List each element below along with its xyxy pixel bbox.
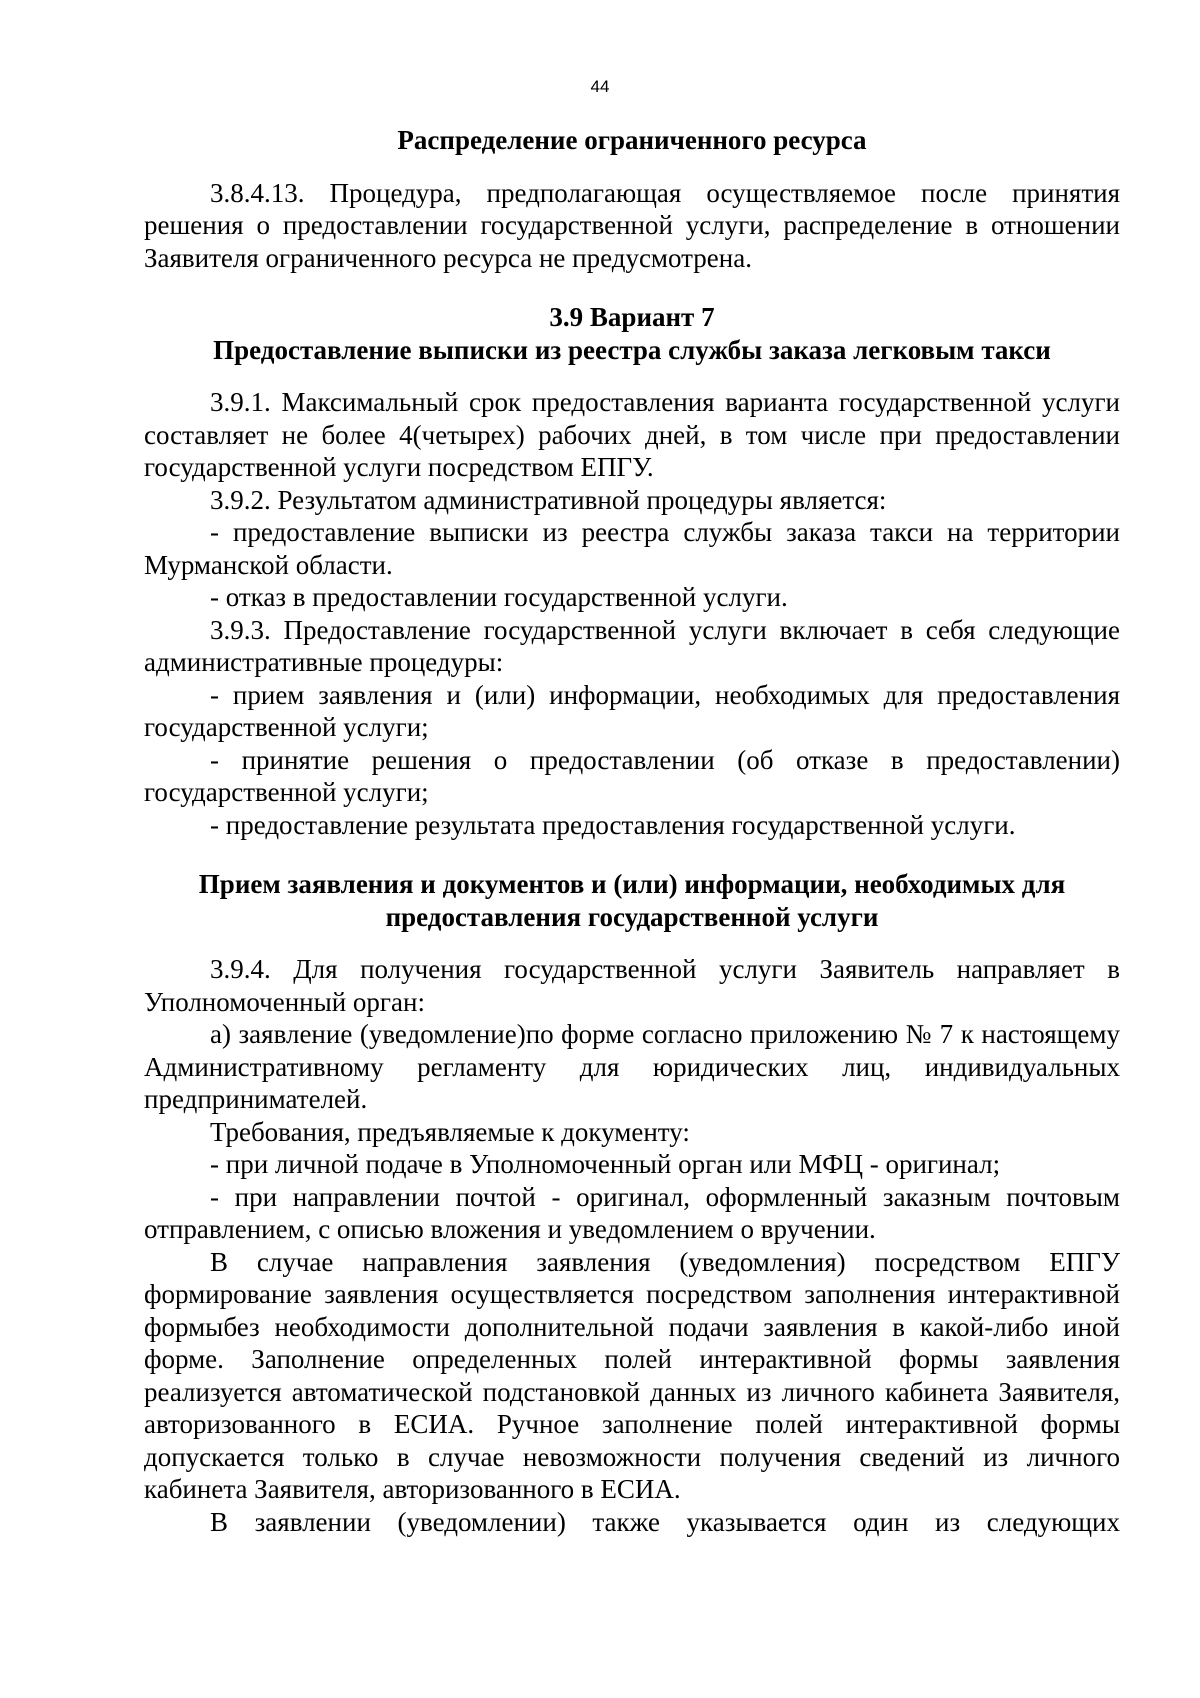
list-item-procedure-reception: - прием заявления и (или) информации, необходимых для предоставления государственной услуги; bbox=[144, 679, 1120, 742]
section-heading-reception-line-2: предоставления государственной услуги bbox=[385, 901, 879, 932]
section-heading-variant-7-title: Предоставление выписки из реестра службы заказа легковым такси bbox=[213, 334, 1051, 365]
section-heading-reception: Прием заявления и документов и (или) информации, необходимых для bbox=[198, 869, 1066, 899]
list-item-personal-submission: - при личной подаче в Уполномоченный орган или МФЦ - оригинал; bbox=[210, 1149, 1001, 1179]
paragraph-application-indicates: В заявлении (уведомлении) также указывается один из следующих bbox=[210, 1506, 1120, 1537]
paragraph-3-9-3: 3.9.3. Предоставление государственной услуги включает в себя следующие административные процедуры: bbox=[144, 614, 1120, 677]
paragraph-3-9-4: 3.9.4. Для получения государственной услуги Заявитель направляет в Уполномоченный орган: bbox=[144, 954, 1120, 1017]
paragraph-epgu-submission: В случае направления заявления (уведомления) посредством ЕПГУ формирование заявления осуществляется посредством заполнения интерактивной формыбез необходимости дополнительной подачи заявления в какой-либо иной форме. Заполнение определенных полей интерактивной формы заявления реализуется автоматической подстановкой данных из личного кабинета Заявителя, авторизованного в ЕСИА. Ручное заполнение полей интерактивной формы допускается только в случае невозможности получения сведений из личного кабинета Заявителя, авторизованного в ЕСИА. bbox=[144, 1246, 1120, 1504]
list-item-procedure-decision: - принятие решения о предоставлении (об отказе в предоставлении) государственной услуги; bbox=[144, 744, 1120, 807]
paragraph-3-9-2: 3.9.2. Результатом административной процедуры является: bbox=[210, 484, 887, 515]
paragraph-document-requirements: Требования, предъявляемые к документу: bbox=[210, 1116, 690, 1147]
document-body bbox=[144, 124, 1120, 1538]
list-item-procedure-result: - предоставление результата предоставления государственной услуги. bbox=[210, 809, 1016, 840]
list-item-result-refusal: - отказ в предоставлении государственной услуги. bbox=[210, 582, 788, 612]
paragraph-3-8-4-13: 3.8.4.13. Процедура, предполагающая осуществляемое после принятия решения о предоставлении государственной услуги, распределение в отношении Заявителя ограниченного ресурса не предусмотрена. bbox=[144, 177, 1120, 273]
page-number: 44 bbox=[590, 77, 610, 96]
list-item-result-extract: - предоставление выписки из реестра службы заказа такси на территории Мурманской области. bbox=[144, 517, 1120, 580]
section-heading-resource: Распределение ограниченного ресурса bbox=[397, 125, 867, 155]
list-item-application-form: а) заявление (уведомление)по форме согласно приложению № 7 к настоящему Административному регламенту для юридических лиц, индивидуальных предпринимателей. bbox=[144, 1019, 1120, 1114]
section-heading-variant-7: 3.9 Вариант 7 bbox=[549, 302, 715, 332]
paragraph-3-9-1: 3.9.1. Максимальный срок предоставления варианта государственной услуги составляет не более 4(четырех) рабочих дней, в том числе при предоставлении государственной услуги посредством ЕПГУ. bbox=[144, 387, 1120, 482]
list-item-postal-submission: - при направлении почтой - оригинал, оформленный заказным почтовым отправлением, с описью вложения и уведомлением о вручении. bbox=[144, 1181, 1120, 1244]
